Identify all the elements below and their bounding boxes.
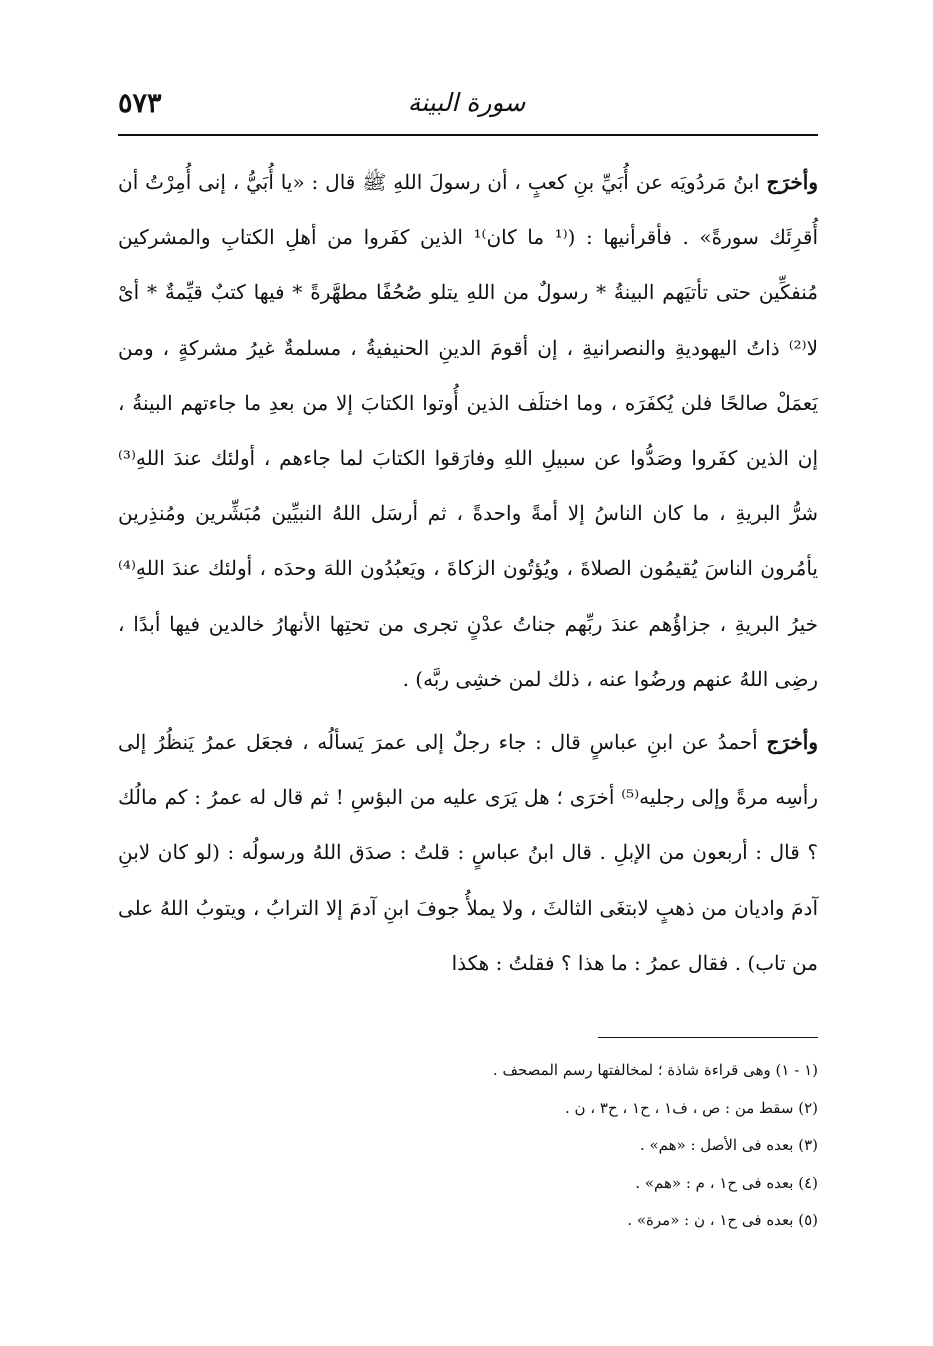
- footnotes: [118, 1052, 818, 1240]
- paragraph-lead: وأخرَج: [766, 170, 818, 194]
- main-text: [118, 155, 818, 991]
- page-number: ٥٧٣: [118, 88, 162, 119]
- footnote: (٢) سقط من : ص ، ف١ ، ح١ ، ح٣ ، ن .: [564, 1098, 818, 1117]
- page-header: [118, 88, 815, 128]
- paragraph-text: ابنُ مَردُويَه عن أُبَيِّ بنِ كعبٍ ، أن رسولَ اللهِ ﷺ قال : «يا أُبَيُّ ، إنى أُمِرْتُ أن أُقرِئَك سورةً» . فأقرأنيها : (⁽¹ ما كان⁾¹ الذين كفَروا من أهلِ الكتابِ والمشركين مُنفكِّين حتى تأتيَهم البينةُ * رسولٌ من اللهِ يتلو صُحُفًا مطهَّرةً * فيها كتبٌ قيِّمةٌ * أىْ لا⁽²⁾ ذاتُ اليهوديةِ والنصرانيةِ ، إن أقومَ الدينِ الحنيفيةُ ، مسلمةٌ غيرُ مشركةٍ ، ومن يَعمَلْ صالحًا فلن يُكفَرَه ، وما اختلَف الذين أُوتوا الكتابَ إلا من بعدِ ما جاءتهم البينةُ ، إن الذين كفَروا وصَدُّوا عن سبيلِ اللهِ وفارَقوا الكتابَ لما جاءهم ، أولئك عندَ اللهِ⁽³⁾ شرُّ البريةِ ، ما كان الناسُ إلا أمةً واحدةً ، ثم أرسَل اللهُ النبيِّين مُبَشِّرين ومُنذِرين يأمُرون الناسَ يُقيمُون الصلاةَ ، ويُؤتُون الزكاةَ ، ويَعبُدُون اللهَ وحدَه ، أولئك عندَ اللهِ⁽⁴⁾ خيرُ البريةِ ، جزاؤُهم عندَ ربِّهم جناتُ عدْنٍ تجرى من تحتِها الأنهارُ خالدين فيها أبدًا ، رضِى اللهُ عنهم ورضُوا عنه ، ذلك لمن خشِى ربَّه) .: [118, 170, 818, 691]
- paragraph-lead: وأخرَج: [766, 730, 819, 755]
- footnote-separator: [598, 1037, 818, 1038]
- footnote: (٥) بعده فى ح١ ، ن : «مرة» .: [627, 1211, 818, 1229]
- footnote: (٤) بعده فى ح١ ، م : «هم» .: [635, 1173, 818, 1192]
- paragraph: [118, 155, 818, 707]
- footnote: (٣) بعده فى الأصل : «هم» .: [639, 1136, 818, 1154]
- footnote: (١ - ١) وهى قراءة شاذة ؛ لمخالفتها رسم المصحف .: [492, 1061, 818, 1079]
- paragraph-text: أحمدُ عن ابنِ عباسٍ قال : جاء رجلٌ إلى عمرَ يَسألُه ، فجعَل عمرُ يَنظُرُ إلى رأسِه مرةً وإلى رجليه⁽⁵⁾ أخرَى ؛ هل يَرَى عليه من البؤسِ ! ثم قال له عمرُ : كم مالُك ؟ قال : أربعون من الإبلِ . قال ابنُ عباسٍ : قلتُ : صدَق اللهُ ورسولُه : (لو كان لابنِ آدمَ واديان من ذهبٍ لابتغَى الثالثَ ، ولا يملأُ جوفَ ابنِ آدمَ إلا الترابُ ، ويتوبُ اللهُ على من تاب) . فقال عمرُ : ما هذا ؟ فقلتُ : هكذا: [118, 730, 818, 975]
- paragraph: [118, 715, 818, 991]
- header-rule: [118, 134, 818, 136]
- running-title: سورة البينة: [407, 88, 526, 117]
